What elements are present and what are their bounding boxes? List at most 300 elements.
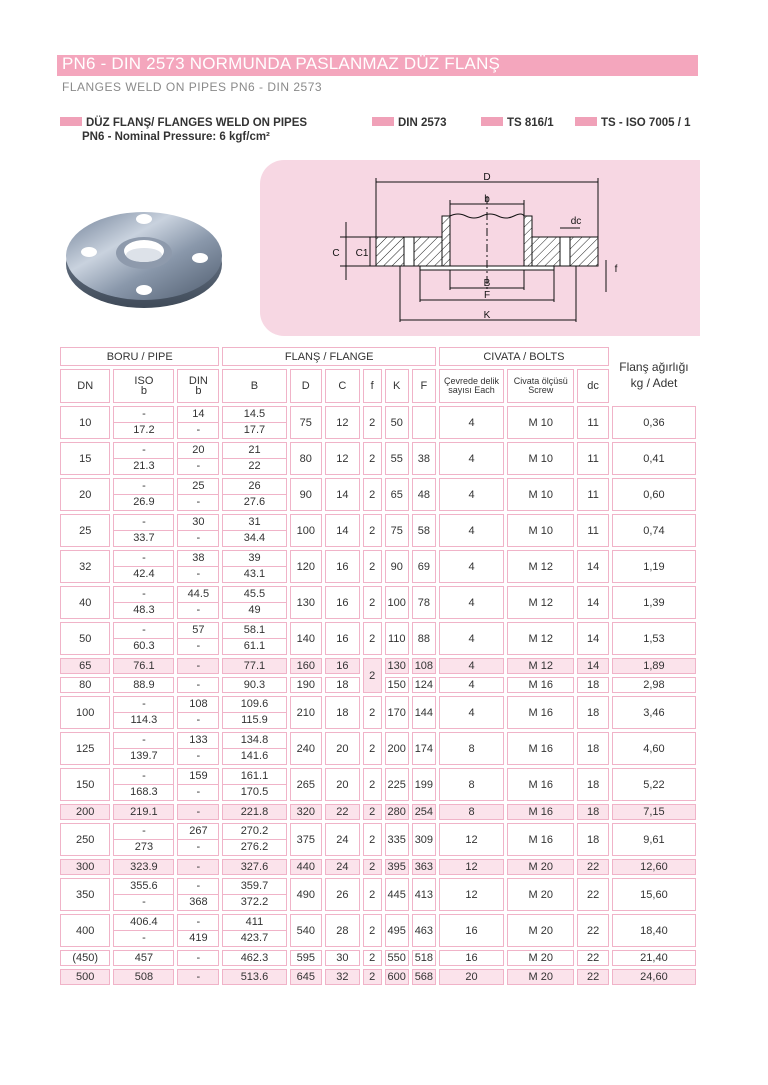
cell-screw: M 10 xyxy=(507,514,574,547)
cell-holes: 8 xyxy=(439,804,504,820)
cell-b xyxy=(222,768,286,801)
cell-d: 595 xyxy=(290,950,323,966)
cell-c: 26 xyxy=(325,878,360,911)
cell-screw: M 10 xyxy=(507,406,574,439)
cell-iso-bottom: 168.3 xyxy=(114,784,173,800)
cell-din: - xyxy=(177,677,219,693)
cell-c: 30 xyxy=(325,950,360,966)
cell-b-bottom: 115.9 xyxy=(223,712,285,728)
cell-c: 16 xyxy=(325,658,360,674)
cell-f: 413 xyxy=(412,878,436,911)
cell-b: 462.3 xyxy=(222,950,286,966)
cell-c: 16 xyxy=(325,622,360,655)
cell-dc: 11 xyxy=(577,478,609,511)
cell-d: 100 xyxy=(290,514,323,547)
cell-b-top: 109.6 xyxy=(240,698,269,710)
cell-din xyxy=(177,586,219,619)
cell-dc: 18 xyxy=(577,768,609,801)
cell-iso xyxy=(113,622,174,655)
product-tag-label: DÜZ FLANŞ/ FLANGES WELD ON PIPES xyxy=(86,117,308,129)
cell-c: 28 xyxy=(325,914,360,947)
cell-f: 69 xyxy=(412,550,436,583)
cell-screw: M 12 xyxy=(507,622,574,655)
label-K: K xyxy=(483,310,491,321)
table-row xyxy=(60,823,696,856)
cell-d: 375 xyxy=(290,823,323,856)
cell-iso: 219.1 xyxy=(113,804,174,820)
cell-iso-bottom: 273 xyxy=(114,839,173,855)
tag-marker xyxy=(60,117,82,126)
cell-f: 48 xyxy=(412,478,436,511)
cell-din-top: 30 xyxy=(192,516,205,528)
cell-holes: 12 xyxy=(439,823,504,856)
cell-d: 160 xyxy=(290,658,323,674)
cell-k: 110 xyxy=(385,622,409,655)
col-f: f xyxy=(363,369,382,403)
ts-tag xyxy=(481,117,554,129)
cell-c: 20 xyxy=(325,732,360,765)
cell-din-top: 108 xyxy=(189,698,208,710)
cell-b-bottom: 22 xyxy=(223,458,285,474)
cell-f: 2 xyxy=(363,586,382,619)
label-dc: dc xyxy=(570,216,582,227)
cell-d: 75 xyxy=(290,406,323,439)
cell-dn: 25 xyxy=(60,514,110,547)
cell-din-bottom: - xyxy=(178,748,218,764)
cell-dc: 14 xyxy=(577,622,609,655)
cell-b: 221.8 xyxy=(222,804,286,820)
cell-b-top: 21 xyxy=(248,444,261,456)
cell-din-bottom: - xyxy=(178,602,218,618)
cell-din-bottom: - xyxy=(178,784,218,800)
cell-b-top: 39 xyxy=(248,552,261,564)
cell-din-top: 25 xyxy=(192,480,205,492)
cell-iso-top: - xyxy=(142,734,146,746)
cell-weight: 7,15 xyxy=(612,804,696,820)
cell-iso-bottom: 114.3 xyxy=(114,712,173,728)
col-K: K xyxy=(385,369,409,403)
cell-dn: 300 xyxy=(60,859,110,875)
cell-b-bottom: 170.5 xyxy=(223,784,285,800)
cell-weight: 21,40 xyxy=(612,950,696,966)
cell-din-top: 133 xyxy=(189,734,208,746)
cell-d: 90 xyxy=(290,478,323,511)
cell-weight: 4,60 xyxy=(612,732,696,765)
cell-dc: 22 xyxy=(577,859,609,875)
col-D: D xyxy=(290,369,323,403)
cell-k: 50 xyxy=(385,406,409,439)
cell-k: 65 xyxy=(385,478,409,511)
spec-table xyxy=(57,344,699,988)
cell-holes: 4 xyxy=(439,677,504,693)
label-D: D xyxy=(483,172,491,183)
cell-holes: 8 xyxy=(439,768,504,801)
table-row xyxy=(60,878,696,911)
cell-din xyxy=(177,823,219,856)
cell-b-bottom: 61.1 xyxy=(223,638,285,654)
cell-iso xyxy=(113,442,174,475)
cell-k: 395 xyxy=(385,859,409,875)
cell-k: 130 xyxy=(385,658,409,674)
cell-dc: 11 xyxy=(577,442,609,475)
cell-weight: 1,39 xyxy=(612,586,696,619)
cell-b-bottom: 49 xyxy=(223,602,285,618)
col-din-label: DIN xyxy=(188,375,208,387)
cell-din: - xyxy=(177,969,219,985)
cell-b xyxy=(222,550,286,583)
cell-din xyxy=(177,878,219,911)
cell-iso xyxy=(113,732,174,765)
cell-d: 130 xyxy=(290,586,323,619)
cell-f: 2 xyxy=(363,914,382,947)
col-iso xyxy=(113,369,174,403)
cell-din xyxy=(177,442,219,475)
cell-din xyxy=(177,622,219,655)
cell-c: 22 xyxy=(325,804,360,820)
cell-c: 14 xyxy=(325,478,360,511)
col-iso-label: ISO xyxy=(134,375,154,387)
weight-header: Flanş ağırlığı kg / Adet xyxy=(612,347,696,403)
cell-iso xyxy=(113,823,174,856)
cell-k: 100 xyxy=(385,586,409,619)
cell-screw: M 12 xyxy=(507,586,574,619)
cell-f: 2 xyxy=(363,969,382,985)
cell-holes: 4 xyxy=(439,478,504,511)
cell-f: 2 xyxy=(363,768,382,801)
flange-group-header: FLANŞ / FLANGE xyxy=(222,347,436,366)
cell-iso-bottom: 21.3 xyxy=(114,458,173,474)
cell-f: 2 xyxy=(363,406,382,439)
cell-f: 568 xyxy=(412,969,436,985)
cell-iso-top: - xyxy=(142,825,146,837)
cell-d: 265 xyxy=(290,768,323,801)
cell-c: 24 xyxy=(325,859,360,875)
cell-b-top: 26 xyxy=(248,480,261,492)
cell-din-top: 159 xyxy=(189,770,208,782)
cell-screw: M 12 xyxy=(507,550,574,583)
cell-b xyxy=(222,442,286,475)
cell-dn: 500 xyxy=(60,969,110,985)
cell-weight: 0,60 xyxy=(612,478,696,511)
cell-din-bottom: - xyxy=(178,422,218,438)
cell-dc: 18 xyxy=(577,823,609,856)
cell-screw: M 20 xyxy=(507,878,574,911)
cell-d: 120 xyxy=(290,550,323,583)
cell-b-top: 270.2 xyxy=(240,825,269,837)
cell-b-bottom: 141.6 xyxy=(223,748,285,764)
col-C: C xyxy=(325,369,360,403)
cell-din-top: 57 xyxy=(192,624,205,636)
table-row xyxy=(60,406,696,439)
cell-f: 38 xyxy=(412,442,436,475)
cell-din xyxy=(177,696,219,729)
cell-f: 518 xyxy=(412,950,436,966)
cell-b xyxy=(222,914,286,947)
cell-holes: 4 xyxy=(439,514,504,547)
pressure-label: PN6 - Nominal Pressure: 6 kgf/cm² xyxy=(82,131,270,143)
cell-dn: 350 xyxy=(60,878,110,911)
cell-b-top: 58.1 xyxy=(243,624,266,636)
cell-c: 20 xyxy=(325,768,360,801)
cell-b: 90.3 xyxy=(222,677,286,693)
cell-c: 12 xyxy=(325,406,360,439)
cell-f: 2 xyxy=(363,622,382,655)
cell-dc: 14 xyxy=(577,658,609,674)
cell-dn: 40 xyxy=(60,586,110,619)
cell-k: 55 xyxy=(385,442,409,475)
cell-din xyxy=(177,550,219,583)
cell-dn: 15 xyxy=(60,442,110,475)
page-title: PN6 - DIN 2573 NORMUNDA PASLANMAZ DÜZ FLANŞ xyxy=(62,54,501,73)
table-row xyxy=(60,622,696,655)
cell-b-bottom: 423.7 xyxy=(223,930,285,946)
table-row xyxy=(60,768,696,801)
cell-weight: 18,40 xyxy=(612,914,696,947)
label-b: b xyxy=(484,194,490,205)
cell-c: 16 xyxy=(325,586,360,619)
cell-din-top: - xyxy=(196,916,201,928)
cell-iso: 88.9 xyxy=(113,677,174,693)
col-B: B xyxy=(222,369,286,403)
cell-f: 2 xyxy=(363,696,382,729)
cell-iso xyxy=(113,768,174,801)
table-row xyxy=(60,550,696,583)
cell-dc: 11 xyxy=(577,514,609,547)
cell-iso xyxy=(113,878,174,911)
cell-b xyxy=(222,622,286,655)
cell-dn: 10 xyxy=(60,406,110,439)
cell-f: 309 xyxy=(412,823,436,856)
cell-d: 240 xyxy=(290,732,323,765)
cell-iso-bottom: - xyxy=(114,894,173,910)
cell-f: 254 xyxy=(412,804,436,820)
table-row xyxy=(60,514,696,547)
cell-screw: M 16 xyxy=(507,804,574,820)
iso-tag xyxy=(575,117,690,129)
cell-dc: 22 xyxy=(577,950,609,966)
cell-dc: 18 xyxy=(577,804,609,820)
cell-dn: 200 xyxy=(60,804,110,820)
cell-d: 80 xyxy=(290,442,323,475)
col-dc: dc xyxy=(577,369,609,403)
cell-d: 440 xyxy=(290,859,323,875)
cell-f: 58 xyxy=(412,514,436,547)
table-row xyxy=(60,442,696,475)
cell-dn: 80 xyxy=(60,677,110,693)
cell-b: 513.6 xyxy=(222,969,286,985)
cell-iso xyxy=(113,514,174,547)
cell-iso-bottom: 17.2 xyxy=(114,422,173,438)
cell-c: 14 xyxy=(325,514,360,547)
cell-weight: 15,60 xyxy=(612,878,696,911)
cell-iso: 323.9 xyxy=(113,859,174,875)
cell-dn: 150 xyxy=(60,768,110,801)
cell-din: - xyxy=(177,658,219,674)
cell-b-bottom: 372.2 xyxy=(223,894,285,910)
cell-dc: 18 xyxy=(577,732,609,765)
cell-holes: 4 xyxy=(439,658,504,674)
cell-dn: 100 xyxy=(60,696,110,729)
cell-screw: M 20 xyxy=(507,914,574,947)
tag-marker xyxy=(481,117,503,126)
cell-iso-top: - xyxy=(142,444,146,456)
din-tag xyxy=(372,117,447,129)
col-F: F xyxy=(412,369,436,403)
cell-c: 24 xyxy=(325,823,360,856)
cell-b-bottom: 276.2 xyxy=(223,839,285,855)
cell-b xyxy=(222,732,286,765)
cell-holes: 4 xyxy=(439,696,504,729)
cell-dc: 22 xyxy=(577,878,609,911)
cell-weight: 0,74 xyxy=(612,514,696,547)
cell-dc: 14 xyxy=(577,550,609,583)
cell-c: 18 xyxy=(325,677,360,693)
cell-din-bottom: - xyxy=(178,712,218,728)
cell-din-top: 14 xyxy=(192,408,205,420)
cell-weight: 1,19 xyxy=(612,550,696,583)
cell-f: 2 xyxy=(363,732,382,765)
cell-iso xyxy=(113,406,174,439)
cell-din: - xyxy=(177,804,219,820)
cell-din-bottom: - xyxy=(178,494,218,510)
cell-din-top: 44.5 xyxy=(187,588,210,600)
cell-k: 445 xyxy=(385,878,409,911)
cell-din xyxy=(177,406,219,439)
page-subtitle: FLANGES WELD ON PIPES PN6 - DIN 2573 xyxy=(62,80,323,94)
cell-d: 190 xyxy=(290,677,323,693)
cell-f: 199 xyxy=(412,768,436,801)
cell-screw: M 12 xyxy=(507,658,574,674)
cell-k: 200 xyxy=(385,732,409,765)
cell-d: 320 xyxy=(290,804,323,820)
cell-k: 600 xyxy=(385,969,409,985)
label-F: F xyxy=(483,290,491,301)
cell-iso xyxy=(113,478,174,511)
cell-din xyxy=(177,514,219,547)
cell-b-bottom: 17.7 xyxy=(223,422,285,438)
cell-holes: 4 xyxy=(439,406,504,439)
table-row xyxy=(60,804,696,820)
cell-f: 108 xyxy=(412,658,436,674)
cell-dc: 22 xyxy=(577,969,609,985)
cell-d: 210 xyxy=(290,696,323,729)
table-row xyxy=(60,914,696,947)
cell-f: 124 xyxy=(412,677,436,693)
cell-dn: 65 xyxy=(60,658,110,674)
din-tag-label: DIN 2573 xyxy=(398,117,447,129)
cell-k: 170 xyxy=(385,696,409,729)
cell-f: 174 xyxy=(412,732,436,765)
cell-iso: 76.1 xyxy=(113,658,174,674)
cell-din-bottom: - xyxy=(178,530,218,546)
cell-weight: 3,46 xyxy=(612,696,696,729)
tag-marker xyxy=(575,117,597,126)
cell-b xyxy=(222,878,286,911)
cell-iso xyxy=(113,586,174,619)
cell-dn: 20 xyxy=(60,478,110,511)
cell-k: 550 xyxy=(385,950,409,966)
flange-photo xyxy=(64,196,224,316)
label-B: B xyxy=(483,278,491,289)
cell-iso: 457 xyxy=(113,950,174,966)
cell-holes: 4 xyxy=(439,622,504,655)
cell-iso-top: - xyxy=(142,624,146,636)
cell-din xyxy=(177,914,219,947)
cell-iso-bottom: 26.9 xyxy=(114,494,173,510)
cell-f: 2 xyxy=(363,804,382,820)
cell-c: 32 xyxy=(325,969,360,985)
cell-weight: 0,36 xyxy=(612,406,696,439)
cell-b: 77.1 xyxy=(222,658,286,674)
cell-f: 144 xyxy=(412,696,436,729)
cell-dn: 125 xyxy=(60,732,110,765)
cell-b xyxy=(222,823,286,856)
cell-f: 2 xyxy=(363,550,382,583)
pipe-group-header: BORU / PIPE xyxy=(60,347,219,366)
cell-b-bottom: 34.4 xyxy=(223,530,285,546)
cell-iso-bottom: 60.3 xyxy=(114,638,173,654)
product-tag xyxy=(60,117,307,129)
cell-din-bottom: 419 xyxy=(178,930,218,946)
table-row xyxy=(60,658,696,674)
cell-screw: M 20 xyxy=(507,859,574,875)
cell-k: 495 xyxy=(385,914,409,947)
cell-f: 78 xyxy=(412,586,436,619)
cell-weight: 9,61 xyxy=(612,823,696,856)
cell-f: 463 xyxy=(412,914,436,947)
cell-f: 2 xyxy=(363,823,382,856)
col-din xyxy=(177,369,219,403)
cell-weight: 12,60 xyxy=(612,859,696,875)
cell-dn: (450) xyxy=(60,950,110,966)
cell-b-top: 14.5 xyxy=(243,408,266,420)
cell-c: 12 xyxy=(325,442,360,475)
tag-marker xyxy=(372,117,394,126)
cell-k: 75 xyxy=(385,514,409,547)
cell-iso-bottom: 139.7 xyxy=(114,748,173,764)
cell-screw: M 16 xyxy=(507,696,574,729)
table-row xyxy=(60,478,696,511)
cell-f xyxy=(412,406,436,439)
label-C: C xyxy=(332,248,340,259)
cell-screw: M 20 xyxy=(507,950,574,966)
cell-holes: 16 xyxy=(439,950,504,966)
cell-iso xyxy=(113,696,174,729)
cell-weight: 1,53 xyxy=(612,622,696,655)
cell-d: 140 xyxy=(290,622,323,655)
table-row xyxy=(60,859,696,875)
cell-c: 16 xyxy=(325,550,360,583)
cell-iso-bottom: 33.7 xyxy=(114,530,173,546)
col-dn: DN xyxy=(60,369,110,403)
table-row xyxy=(60,950,696,966)
cell-weight: 0,41 xyxy=(612,442,696,475)
cell-dc: 18 xyxy=(577,696,609,729)
cell-iso xyxy=(113,914,174,947)
cell-b-top: 411 xyxy=(245,916,264,928)
cell-b-top: 31 xyxy=(248,516,261,528)
cell-iso-top: - xyxy=(142,698,146,710)
cell-f: 2 xyxy=(363,658,382,693)
cell-din-top: 38 xyxy=(192,552,205,564)
cell-b-bottom: 27.6 xyxy=(223,494,285,510)
spec-table-body xyxy=(60,406,696,985)
cell-dc: 11 xyxy=(577,406,609,439)
cell-b: 327.6 xyxy=(222,859,286,875)
cell-iso-bottom: 42.4 xyxy=(114,566,173,582)
cell-d: 540 xyxy=(290,914,323,947)
cell-f: 2 xyxy=(363,950,382,966)
